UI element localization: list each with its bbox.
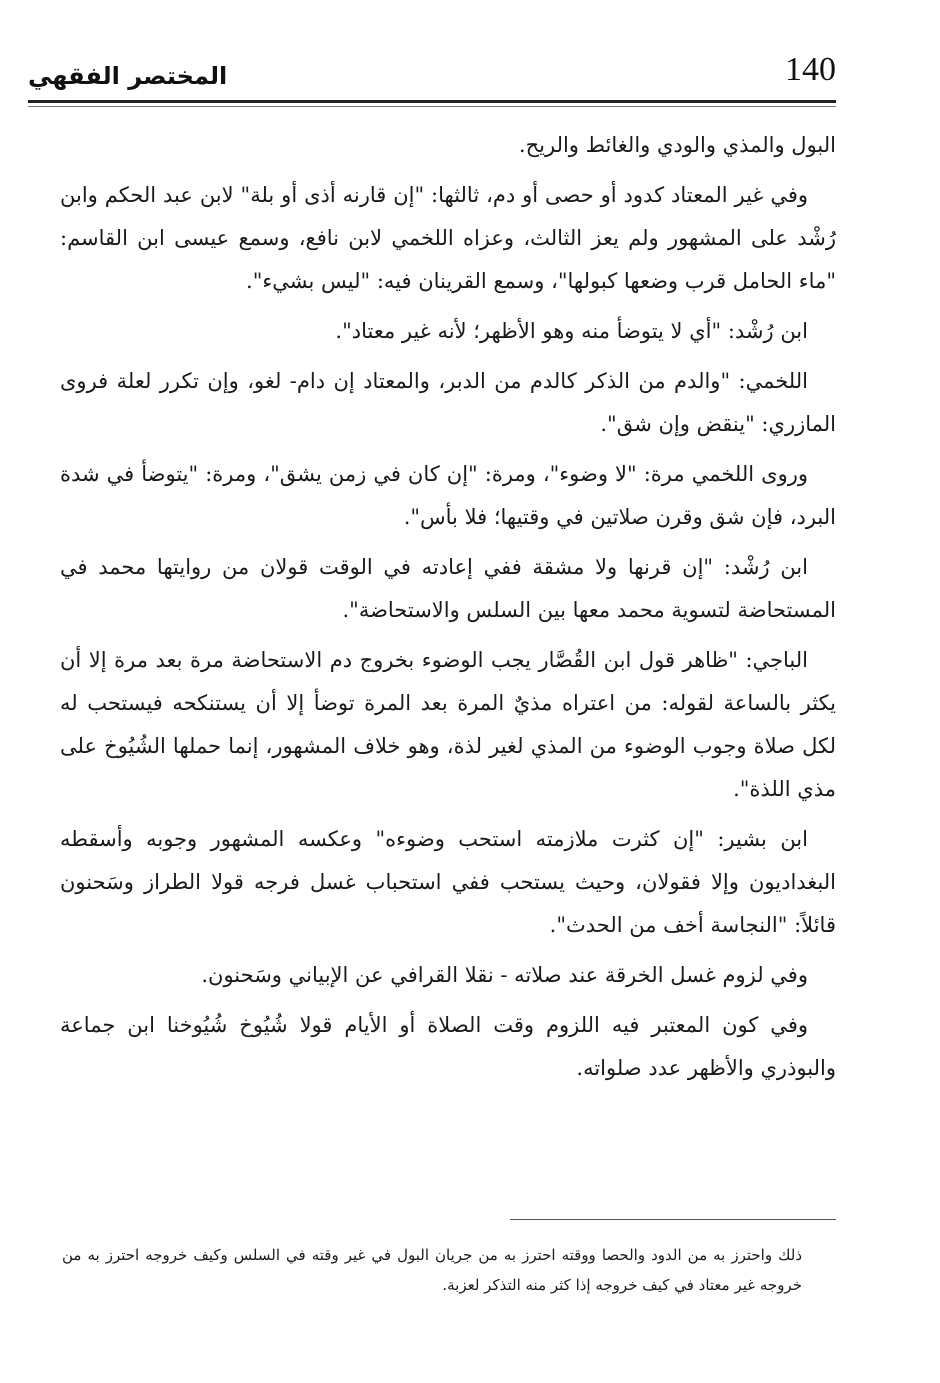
book-title: المختصر الفقهي [28, 62, 228, 90]
paragraph: وفي غير المعتاد كدود أو حصى أو دم، ثالثها: "إن قارنه أذى أو بلة" لابن عبد الحكم وابن رُشْد على المشهور ولم يعز الثالث، وعزاه اللخمي لابن نافع، وسمع عيسى ابن القاسم: "ماء الحامل قرب وضعها كبولها"، وسمع القرينان فيه: "ليس بشيء". [60, 183, 836, 293]
paragraph: وفي كون المعتبر فيه اللزوم وقت الصلاة أو الأيام قولا شُيُوخ شُيُوخنا ابن جماعة والبوذري والأظهر عدد صلواته. [60, 1013, 836, 1080]
page-number: 140 [785, 51, 836, 88]
header-divider-thin [28, 106, 836, 107]
page-header [28, 48, 836, 102]
main-text [60, 124, 836, 1097]
paragraph: اللخمي: "والدم من الذكر كالدم من الدبر، والمعتاد إن دام- لغو، وإن تكرر لعلة فروى المازري: "ينقض وإن شق". [60, 369, 836, 436]
paragraph: الباجي: "ظاهر قول ابن القُصَّار يجب الوضوء بخروج دم الاستحاضة مرة بعد مرة إلا أن يكثر بالساعة لقوله: من اعتراه مذيٌ المرة بعد المرة توضأ إلا أن يستنكحه فيستحب له لكل صلاة وجوب الوضوء من المذي لغير لذة، وهو خلاف المشهور، إنما حملها الشُيُوخ على مذي اللذة". [60, 648, 837, 801]
paragraph: ابن رُشْد: "إن قرنها ولا مشقة ففي إعادته في الوقت قولان من روايتها محمد في المستحاضة لتسوية محمد معها بين السلس والاستحاضة". [60, 555, 836, 622]
paragraph: البول والمذي والودي والغائط والريح. [518, 133, 836, 157]
footnote: ذلك واحترز به من الدود والحصا ووقته احترز به من جريان البول في غير وقته في السلس وكيف خروجه احترز به من خروجه غير معتاد في كيف خروجه إذا كثر منه التذكر لعزبة. [62, 1246, 802, 1294]
paragraph: ابن رُشْد: "أي لا يتوضأ منه وهو الأظهر؛ لأنه غير معتاد". [335, 319, 808, 343]
paragraph: ابن بشير: "إن كثرت ملازمته استحب وضوءه" وعكسه المشهور وجوبه وأسقطه البغداديون وإلا فقولان، وحيث يستحب ففي استحباب غسل فرجه قولا الطراز وسَحنون قائلاً: "النجاسة أخف من الحدث". [60, 827, 836, 937]
paragraph: وفي لزوم غسل الخرقة عند صلاته - نقلا القرافي عن الإبياني وسَحنون. [201, 963, 808, 987]
footnote-divider [510, 1219, 836, 1220]
header-divider [28, 100, 836, 103]
paragraph: وروى اللخمي مرة: "لا وضوء"، ومرة: "إن كان في زمن يشق"، ومرة: "يتوضأ في شدة البرد، فإن شق وقرن صلاتين في وقتيها؛ فلا بأس". [60, 462, 836, 529]
